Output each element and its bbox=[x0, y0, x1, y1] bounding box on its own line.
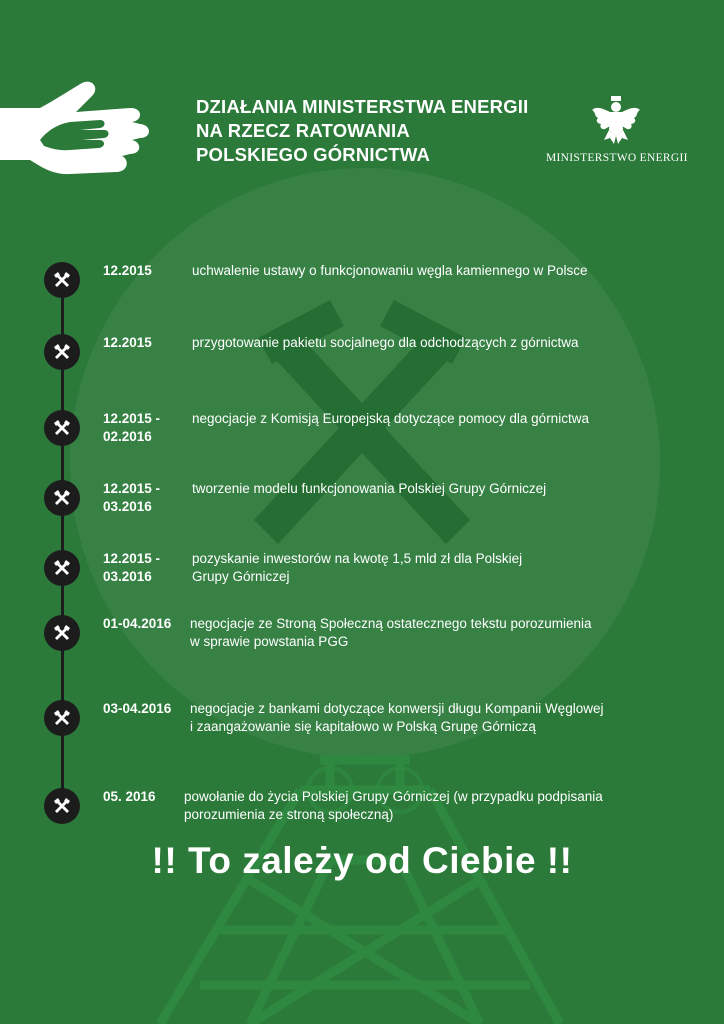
timeline-item bbox=[44, 615, 704, 675]
timeline-text: negocjacje ze Stroną Społeczną ostatecznego tekstu porozumienia w sprawie powstania PGG bbox=[190, 616, 592, 649]
timeline-date: 12.2015 - 02.2016 bbox=[103, 411, 161, 444]
timeline-date: 01-04.2016 bbox=[103, 616, 172, 631]
crossed-hammers-icon bbox=[52, 418, 72, 438]
timeline-date: 03-04.2016 bbox=[103, 701, 172, 716]
timeline-text: negocjacje z bankami dotyczące konwersji długu Kompanii Węglowej i zaangażowanie się kapitałowo w Polską Grupę Górniczą bbox=[190, 701, 604, 734]
crossed-hammers-icon bbox=[52, 488, 72, 508]
timeline-item bbox=[44, 334, 704, 394]
timeline-item bbox=[44, 262, 704, 322]
timeline-item bbox=[44, 788, 704, 848]
timeline-dot bbox=[44, 615, 80, 651]
timeline-dot bbox=[44, 262, 80, 298]
title-line: DZIAŁANIA MINISTERSTWA ENERGII bbox=[196, 96, 529, 117]
timeline-dot bbox=[44, 550, 80, 586]
crossed-hammers-icon bbox=[52, 558, 72, 578]
crossed-hammers-icon bbox=[52, 342, 72, 362]
timeline-text: uchwalenie ustawy o funkcjonowaniu węgla kamiennego w Polsce bbox=[192, 263, 588, 278]
polish-eagle-icon bbox=[592, 96, 640, 146]
timeline-dot bbox=[44, 480, 80, 516]
helping-hands-icon bbox=[0, 80, 160, 180]
timeline-dot bbox=[44, 700, 80, 736]
slogan: !! To zależy od Ciebie !! bbox=[151, 840, 573, 881]
timeline-text: negocjacje z Komisją Europejską dotyczące pomocy dla górnictwa bbox=[192, 411, 589, 426]
page-title bbox=[196, 95, 576, 167]
title-line: NA RZECZ RATOWANIA bbox=[196, 120, 410, 141]
timeline-date: 05. 2016 bbox=[103, 789, 156, 804]
ministry-label: MINISTERSTWO ENERGII bbox=[546, 152, 688, 164]
title-line: POLSKIEGO GÓRNICTWA bbox=[196, 144, 431, 165]
timeline-item bbox=[44, 550, 704, 610]
timeline-item bbox=[44, 480, 704, 540]
timeline-item bbox=[44, 410, 704, 470]
timeline-dot bbox=[44, 410, 80, 446]
crossed-hammers-icon bbox=[52, 623, 72, 643]
timeline-text: powołanie do życia Polskiej Grupy Górniczej (w przypadku podpisania porozumienia ze stroną społeczną) bbox=[184, 789, 603, 822]
crossed-hammers-icon bbox=[52, 270, 72, 290]
timeline-text: przygotowanie pakietu socjalnego dla odchodzących z górnictwa bbox=[192, 335, 579, 350]
timeline-date: 12.2015 bbox=[103, 263, 152, 278]
timeline-dot bbox=[44, 334, 80, 370]
timeline-date: 12.2015 - 03.2016 bbox=[103, 551, 161, 584]
timeline-item bbox=[44, 700, 704, 760]
timeline-text: tworzenie modelu funkcjonowania Polskiej Grupy Górniczej bbox=[192, 481, 547, 496]
crossed-hammers-icon bbox=[52, 708, 72, 728]
timeline-date: 12.2015 bbox=[103, 335, 152, 350]
crossed-hammers-icon bbox=[52, 796, 72, 816]
timeline-date: 12.2015 - 03.2016 bbox=[103, 481, 161, 514]
timeline-text: pozyskanie inwestorów na kwotę 1,5 mld zł dla Polskiej Grupy Górniczej bbox=[192, 551, 523, 584]
timeline-dot bbox=[44, 788, 80, 824]
